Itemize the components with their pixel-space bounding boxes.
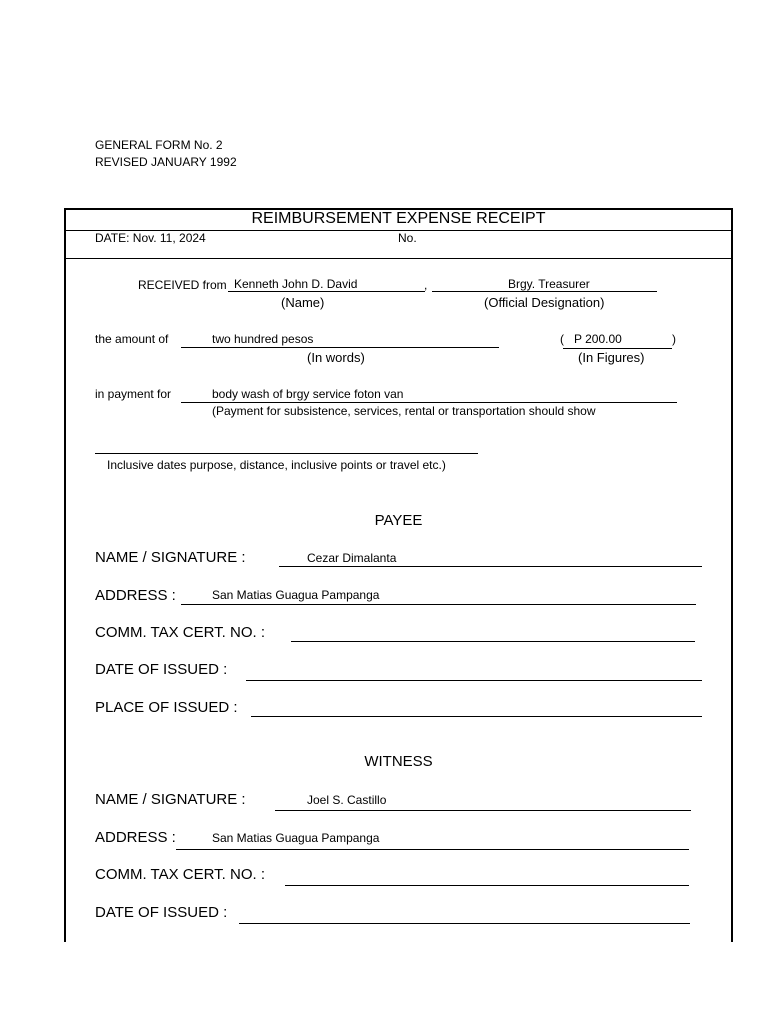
witness-address-line [176, 849, 689, 850]
designation-value[interactable]: Brgy. Treasurer [508, 277, 590, 291]
name-caption: (Name) [281, 295, 325, 310]
payment-extra-line [95, 453, 478, 454]
payee-ctc-label: COMM. TAX CERT. NO. : [95, 624, 266, 641]
designation-line [432, 291, 657, 292]
box-right-border [731, 208, 733, 942]
receipt-date: DATE: Nov. 11, 2024 [95, 231, 206, 245]
witness-ctc-line[interactable] [285, 885, 689, 886]
payment-line [181, 402, 677, 403]
payee-name-value[interactable]: Cezar Dimalanta [307, 551, 397, 565]
payee-ctc-line[interactable] [291, 641, 695, 642]
amount-open-paren: ( [560, 332, 564, 346]
witness-name-value[interactable]: Joel S. Castillo [307, 793, 387, 807]
witness-name-label: NAME / SIGNATURE : [95, 791, 246, 808]
amount-figures-line [563, 348, 672, 349]
payment-note: (Payment for subsistence, services, rental or transportation should show [212, 404, 596, 418]
payee-place-label: PLACE OF ISSUED : [95, 699, 238, 716]
received-name-value[interactable]: Kenneth John D. David [234, 277, 358, 291]
designation-caption: (Official Designation) [484, 295, 605, 310]
payee-date-label: DATE OF ISSUED : [95, 661, 228, 678]
amount-figures-value[interactable]: P 200.00 [574, 332, 622, 346]
amount-close-paren: ) [672, 332, 676, 346]
form-number: GENERAL FORM No. 2 [95, 138, 223, 152]
words-caption: (In words) [307, 350, 365, 365]
receipt-title: REIMBURSEMENT EXPENSE RECEIPT [251, 210, 546, 227]
payment-value[interactable]: body wash of brgy service foton van [212, 387, 404, 401]
payee-date-line[interactable] [246, 680, 702, 681]
payee-address-value[interactable]: San Matias Guagua Pampanga [212, 588, 380, 602]
witness-date-line[interactable] [239, 923, 690, 924]
amount-label: the amount of [95, 332, 169, 346]
payment-label: in payment for [95, 387, 172, 401]
witness-address-label: ADDRESS : [95, 829, 176, 846]
payee-name-line [279, 566, 702, 567]
box-left-border [64, 208, 66, 942]
payee-address-line [181, 604, 696, 605]
payee-address-label: ADDRESS : [95, 587, 176, 604]
receipt-number-label: No. [398, 231, 417, 245]
date-divider [64, 258, 733, 259]
witness-address-value[interactable]: San Matias Guagua Pampanga [212, 831, 380, 845]
figures-caption: (In Figures) [578, 350, 645, 365]
amount-words-value[interactable]: two hundred pesos [212, 332, 314, 346]
payee-name-label: NAME / SIGNATURE : [95, 549, 246, 566]
amount-words-line [181, 347, 499, 348]
received-name-line [228, 291, 425, 292]
payment-note-2: Inclusive dates purpose, distance, inclusive points or travel etc.) [107, 458, 446, 472]
received-from-label: RECEIVED from [138, 278, 227, 292]
received-comma: , [424, 278, 428, 292]
revised-date: REVISED JANUARY 1992 [95, 155, 237, 169]
witness-date-label: DATE OF ISSUED : [95, 904, 228, 921]
payee-place-line[interactable] [251, 716, 702, 717]
witness-name-line [275, 810, 691, 811]
payee-heading: PAYEE [374, 512, 423, 529]
witness-ctc-label: COMM. TAX CERT. NO. : [95, 866, 266, 883]
witness-heading: WITNESS [364, 753, 433, 770]
